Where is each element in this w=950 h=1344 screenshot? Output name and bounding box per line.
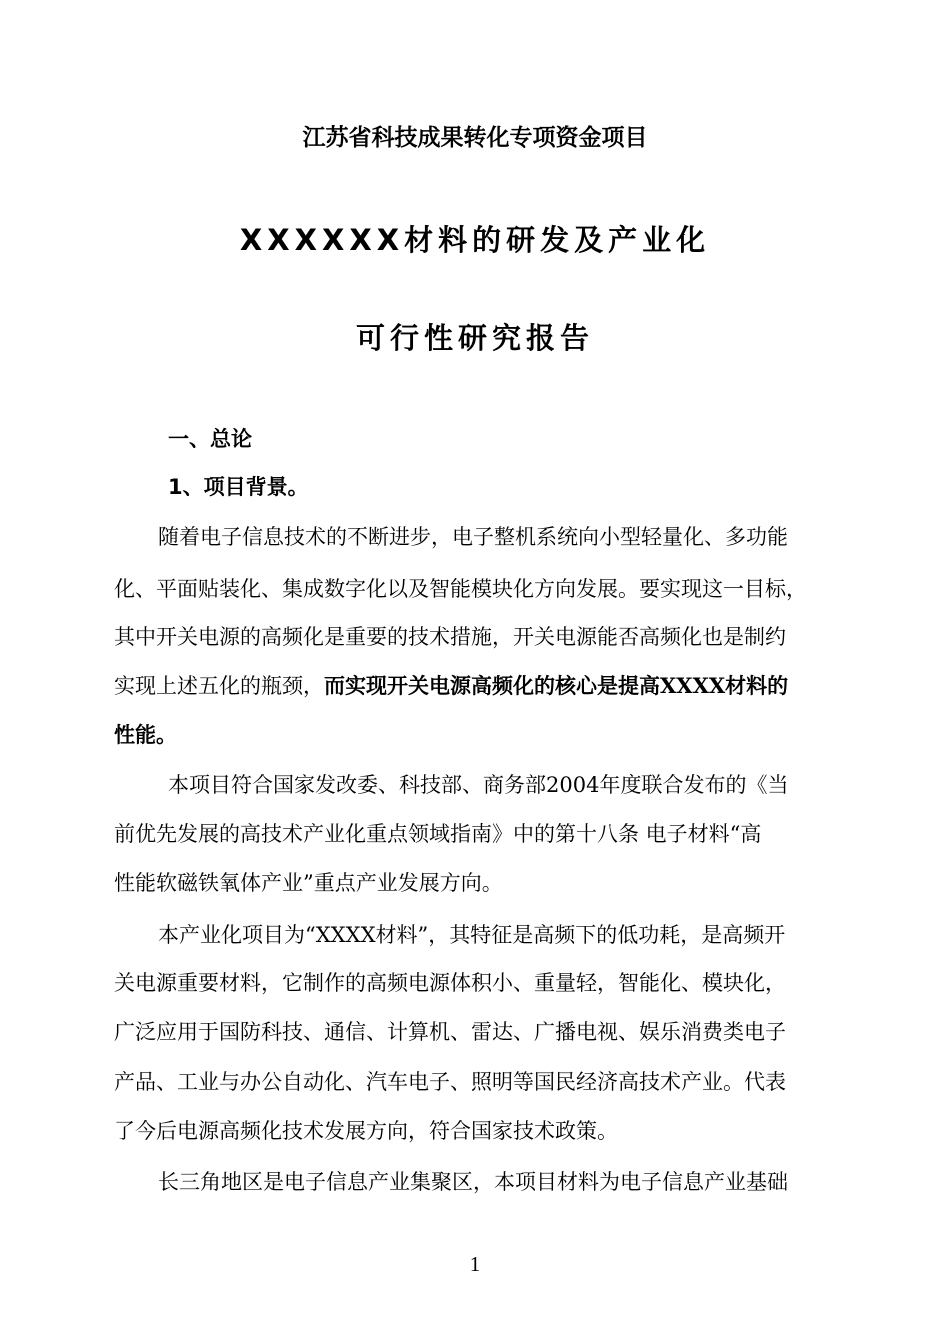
project-header-title: 江苏省科技成果转化专项资金项目 xyxy=(302,125,648,151)
body-line: 化、平面贴装化、集成数字化以及智能模块化方向发展。要实现这一目标， xyxy=(114,577,807,601)
body-line: 性能软磁铁氧体产业”重点产业发展方向。 xyxy=(114,871,503,895)
body-line xyxy=(114,671,844,701)
body-line: 前优先发展的高技术产业化重点领域指南》中的第十八条 电子材料“高 xyxy=(114,822,762,846)
subsection-heading: 1、项目背景。 xyxy=(168,475,309,499)
report-title-line2: 可行性研究报告 xyxy=(355,321,594,355)
body-line: 本产业化项目为“XXXX材料”，其特征是高频下的低功耗，是高频开 xyxy=(158,923,786,947)
emphasized-text: 而实现开关电源高频化的核心是提高XXXX材料的 xyxy=(324,673,789,698)
body-line: 广泛应用于国防科技、通信、计算机、雷达、广播电视、娱乐消费类电子 xyxy=(114,1020,786,1044)
body-line: 长三角地区是电子信息产业集聚区，本项目材料为电子信息产业基础 xyxy=(158,1170,788,1194)
body-text: 实现上述五化的瓶颈， xyxy=(114,674,324,698)
body-line: 产品、工业与办公自动化、汽车电子、照明等国民经济高技术产业。代表 xyxy=(114,1070,786,1094)
body-line: 随着电子信息技术的不断进步，电子整机系统向小型轻量化、多功能 xyxy=(158,525,788,549)
report-title-line1: XXXXXX材料的研发及产业化 xyxy=(239,223,711,257)
body-line: 本项目符合国家发改委、科技部、商务部2004年度联合发布的《当 xyxy=(168,773,789,797)
body-line: 其中开关电源的高频化是重要的技术措施，开关电源能否高频化也是制约 xyxy=(114,625,786,649)
body-line: 性能。 xyxy=(114,722,177,747)
body-line: 关电源重要材料，它制作的高频电源体积小、重量轻，智能化、模块化， xyxy=(114,971,786,995)
page-number: 1 xyxy=(469,1252,481,1276)
section-heading: 一、总论 xyxy=(168,427,252,451)
body-line: 了今后电源高频化技术发展方向，符合国家技术政策。 xyxy=(114,1119,618,1143)
